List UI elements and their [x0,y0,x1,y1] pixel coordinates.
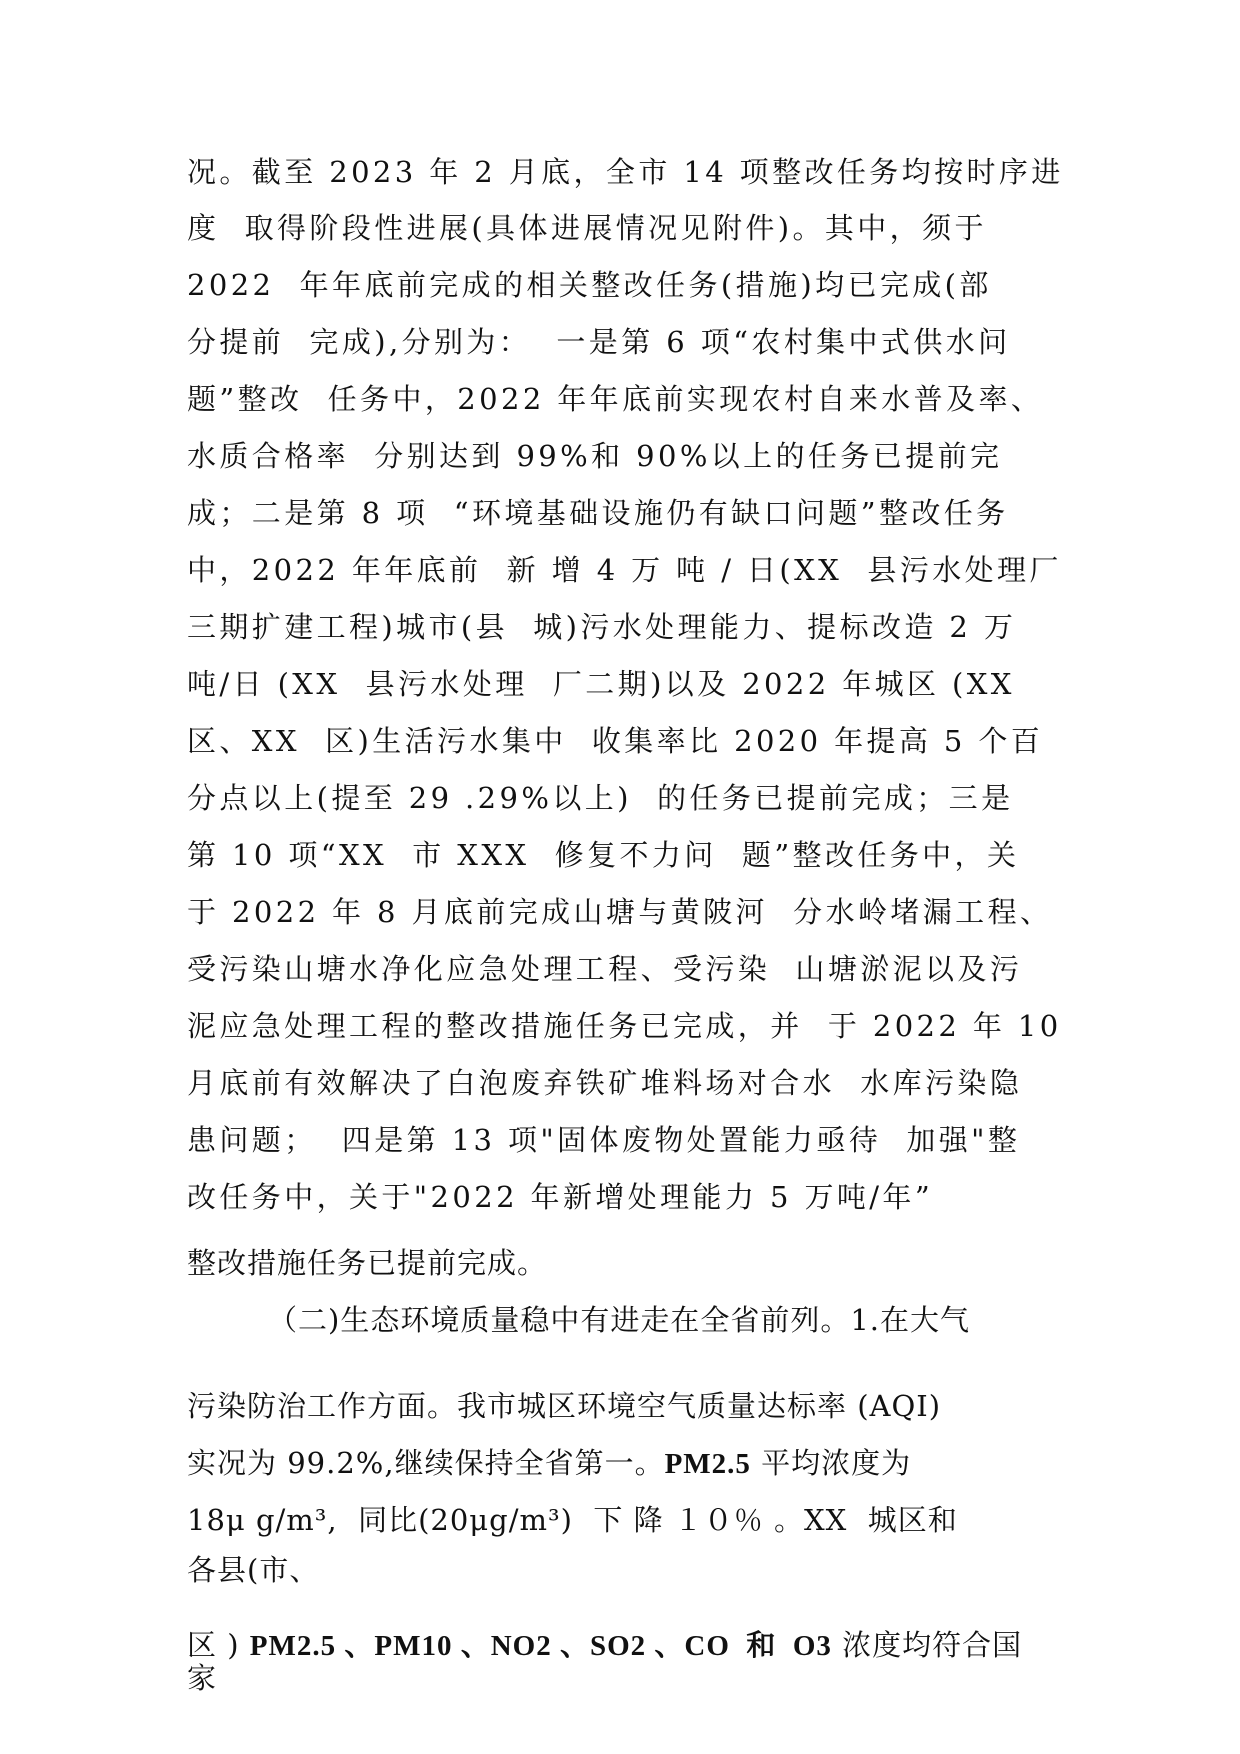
pm25-term: PM2.5 [664,1448,751,1480]
para2-line-5-tail: 浓度均符合国 [831,1628,1023,1662]
body-line-17: 月底前有效解决了白泡废弃铁矿堆料场对合水 水库污染隐 [187,1066,1023,1100]
body-line-13: 第 10 项“XX 市 XXX 修复不力问 题”整改任务中，关 [187,838,1020,872]
para2-line-6: 家 [187,1661,218,1695]
para2-line-2-tail: 平均浓度为 [750,1446,912,1480]
body-line-8: 中，2022 年年底前 新 增 4 万 吨 / 日(XX 县污水处理厂 [187,553,1062,587]
body-line-11: 区、XX 区)生活污水集中 收集率比 2020 年提高 5 个百 [187,724,1044,758]
para2-line-3: 18μ g/m³, 同比(20μg/m³) 下 降 １０％ 。XX 城区和 [187,1503,958,1537]
body-line-5: 题”整改 任务中，2022 年年底前实现农村自来水普及率、 [187,382,1044,416]
body-line-2: 度 取得阶段性进展(具体进展情况见附件)。其中，须于 [187,211,987,245]
body-line-6: 水质合格率 分别达到 99%和 90%以上的任务已提前完 [187,439,1003,473]
body-line-7: 成；二是第 8 项 “环境基础设施仍有缺口问题”整改任务 [187,496,1009,530]
para2-line-5-lead: 区 ) [187,1628,250,1662]
body-line-3: 2022 年年底前完成的相关整改任务(措施)均已完成(部 [187,268,992,302]
body-line-10: 吨/日 (XX 县污水处理 厂二期)以及 2022 年城区 (XX [187,667,1015,701]
para2-line-2-text: 实况为 99.2%,继续保持全省第一。 [187,1446,665,1480]
body-line-4: 分提前 完成),分别为： 一是第 6 项“农村集中式供水问 [187,325,1011,359]
pollutant-list: PM2.5 、PM10 、NO2 、SO2 、CO 和 O3 [249,1630,832,1662]
section-heading: （二)生态环境质量稳中有进走在全省前列。1.在大气 [268,1303,970,1337]
body-line-12: 分点以上(提至 29 .29%以上) 的任务已提前完成；三是 [187,781,1014,815]
para2-line-2 [187,1443,1067,1484]
para2-line-4: 各县(市、 [187,1553,320,1587]
body-line-9: 三期扩建工程)城市(县 城)污水处理能力、提标改造 2 万 [187,610,1017,644]
body-line-19: 改任务中，关于"2022 年新增处理能力 5 万吨/年” [187,1180,934,1214]
para2-line-1: 污染防治工作方面。我市城区环境空气质量达标率 (AQI) [187,1389,942,1423]
body-line-1: 况。截至 2023 年 2 月底，全市 14 项整改任务均按时序进 [187,155,1064,189]
body-line-15: 受污染山塘水净化应急处理工程、受污染 山塘淤泥以及污 [187,952,1023,986]
body-line-16: 泥应急处理工程的整改措施任务已完成，并 于 2022 年 10 [187,1009,1062,1043]
paragraph-closing-line: 整改措施任务已提前完成。 [187,1246,548,1280]
body-line-18: 患问题； 四是第 13 项"固体废物处置能力亟待 加强"整 [187,1123,1021,1157]
body-line-14: 于 2022 年 8 月底前完成山塘与黄陂河 分水岭堵漏工程、 [187,895,1053,929]
